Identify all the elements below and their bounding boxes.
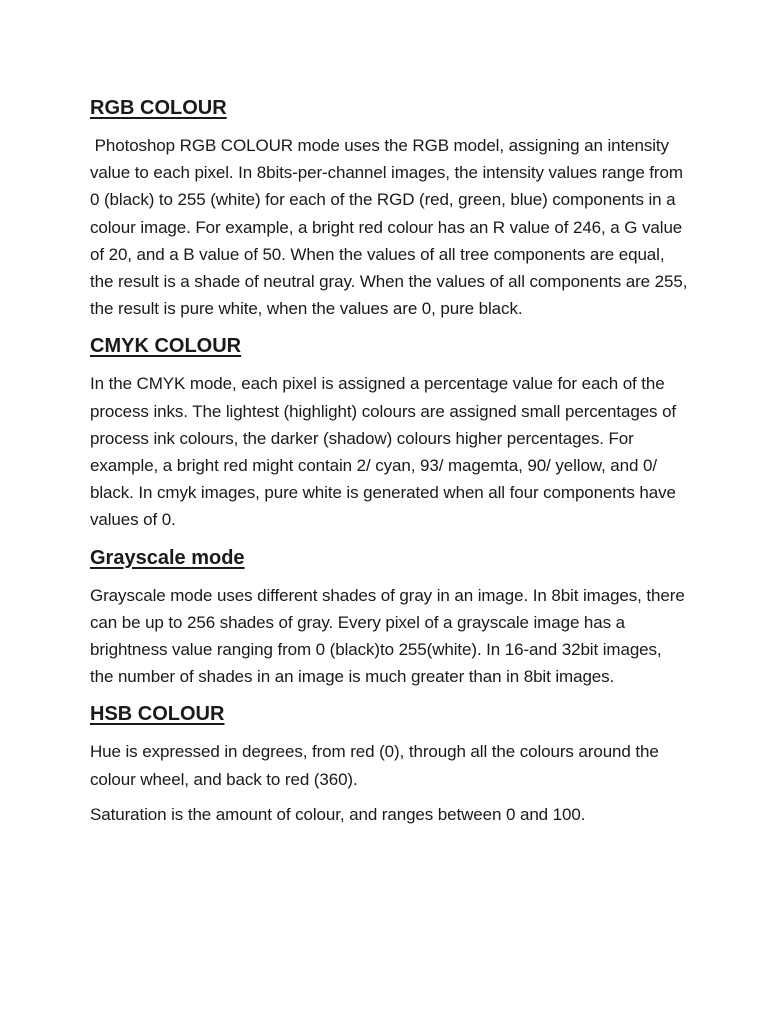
section-grayscale-mode [90, 544, 688, 691]
section-paragraph: Saturation is the amount of colour, and ranges between 0 and 100. [90, 804, 586, 824]
section-heading: Grayscale mode [90, 546, 245, 569]
section-cmyk-colour [90, 332, 688, 533]
section-paragraph: Photoshop RGB COLOUR mode uses the RGB model, assigning an intensity value to each pixel. In 8bits-per-channel images, the intensity values range from 0 (black) to 255 (white) for each of the RGD (red, green, blue) components in a colour image. For example, a bright red colour has an R value of 246, a G value of 20, and a B value of 50. When the values of all tree components are equal, the result is a shade of neutral gray. When the values of all components are 255, the result is pure white, when the values are 0, pure black. [90, 136, 692, 319]
section-paragraph: In the CMYK mode, each pixel is assigned a percentage value for each of the process inks. The lightest (highlight) colours are assigned small percentages of process ink colours, the darker (shadow) colours higher percentages. For example, a bright red might contain 2/ cyan, 93/ magemta, 90/ yellow, and 0/ black. In cmyk images, pure white is generated when all four components have values of 0. [90, 374, 677, 530]
section-paragraph: Grayscale mode uses different shades of gray in an image. In 8bit images, there can be up to 256 shades of gray. Every pixel of a grayscale image has a brightness value ranging from 0 (black)to 255(white). In 16-and 32bit images, the number of shades in an image is much greater than in 8bit images. [90, 585, 685, 687]
section-heading: RGB COLOUR [90, 97, 227, 119]
section-paragraph: Hue is expressed in degrees, from red (0), through all the colours around the colour wheel, and back to red (360). [90, 742, 659, 789]
section-rgb-colour [90, 94, 692, 322]
section-heading: CMYK COLOUR [90, 335, 242, 358]
section-heading: HSB COLOUR [90, 703, 225, 726]
section-hsb-colour [90, 700, 688, 828]
